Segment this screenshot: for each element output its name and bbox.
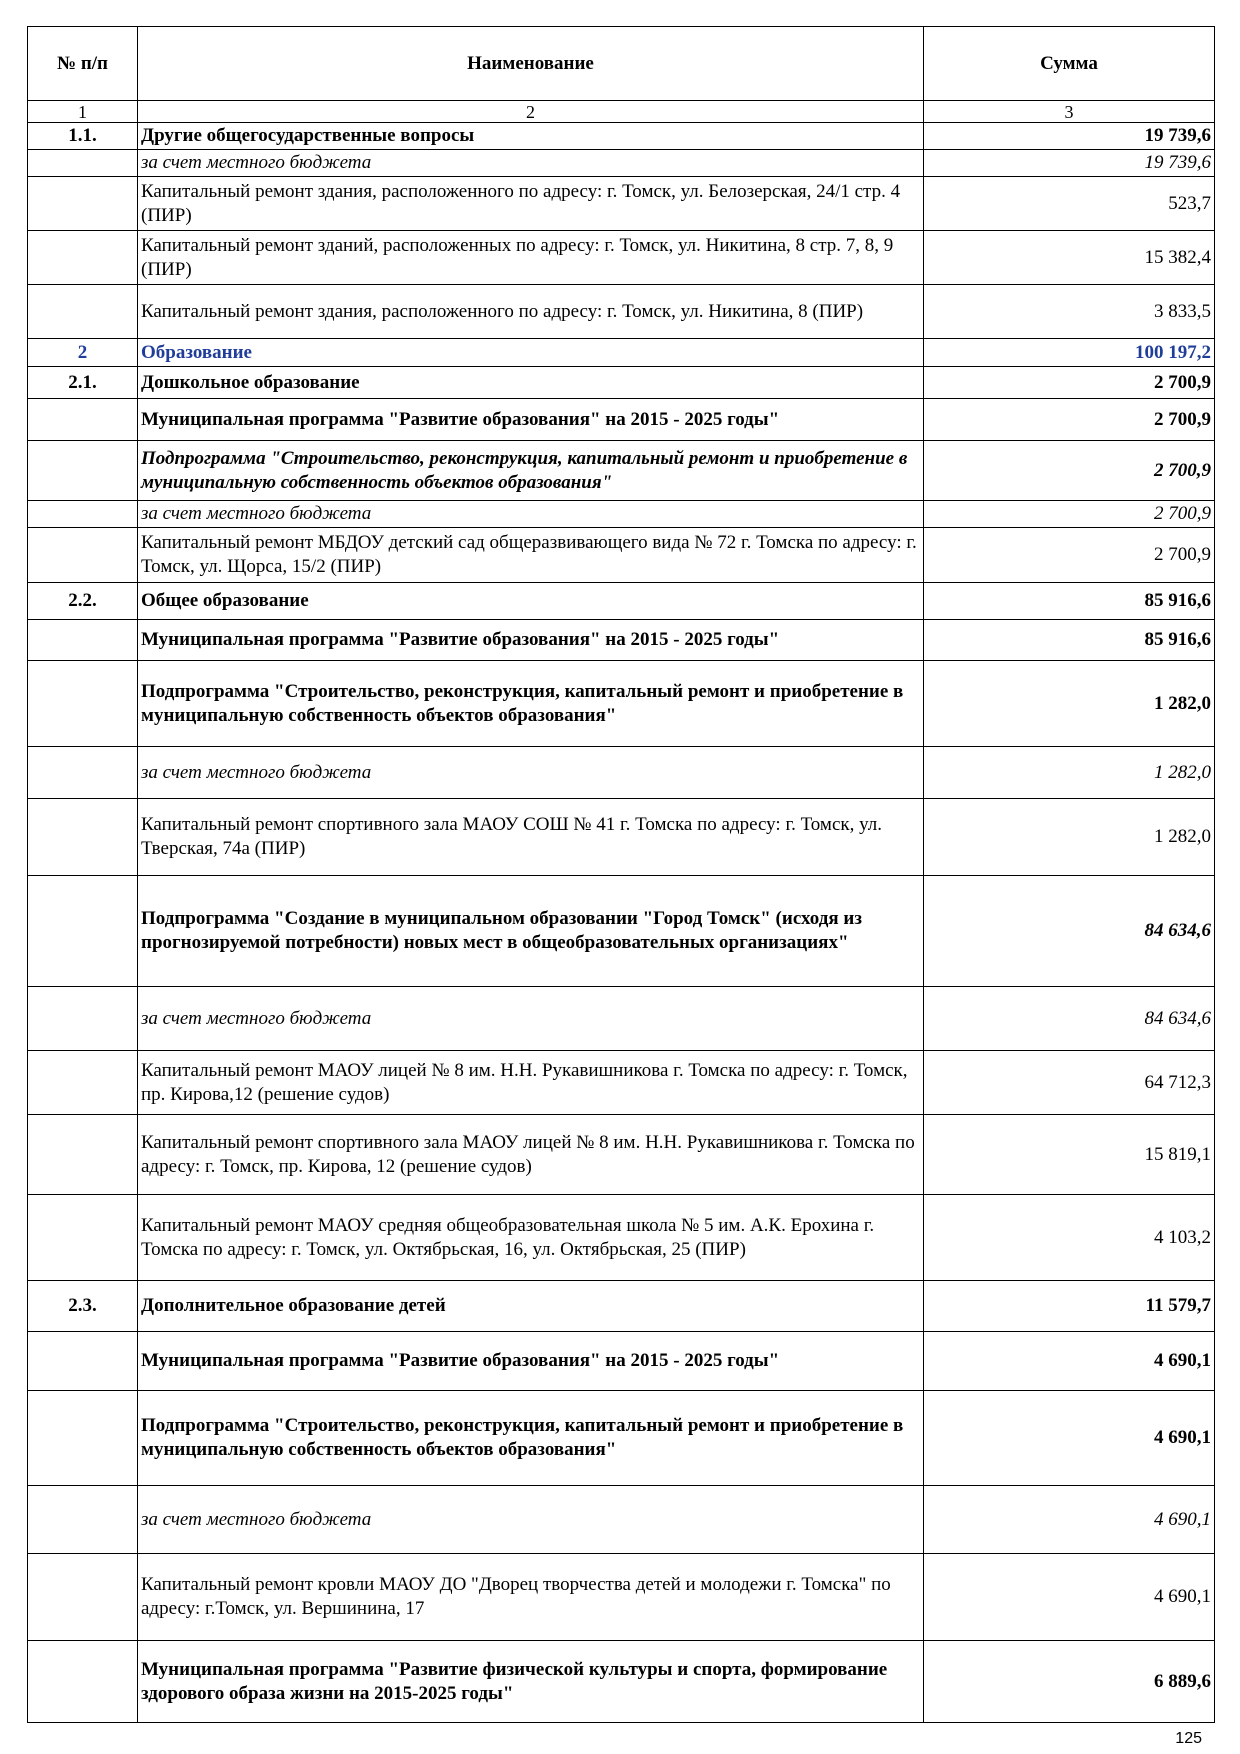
row-name: Капитальный ремонт кровли МАОУ ДО "Дворец творчества детей и молодежи г. Томска" по адресу: г.Томск, ул. Вершинина, 17 bbox=[138, 1554, 924, 1641]
row-number bbox=[28, 876, 138, 987]
header-amount: Сумма bbox=[924, 27, 1215, 101]
row-number: 2.3. bbox=[28, 1281, 138, 1332]
row-number: 2.2. bbox=[28, 583, 138, 620]
row-name: Муниципальная программа "Развитие образования" на 2015 - 2025 годы" bbox=[138, 1332, 924, 1391]
row-name: Капитальный ремонт МБДОУ детский сад общеразвивающего вида № 72 г. Томска по адресу: г. Томск, ул. Щорса, 15/2 (ПИР) bbox=[138, 528, 924, 583]
row-amount: 2 700,9 bbox=[924, 528, 1215, 583]
row-number bbox=[28, 620, 138, 661]
row-number bbox=[28, 1486, 138, 1554]
row-name: Капитальный ремонт зданий, расположенных по адресу: г. Томск, ул. Никитина, 8 стр. 7, 8, 9 (ПИР) bbox=[138, 231, 924, 285]
row-number bbox=[28, 1641, 138, 1723]
row-number bbox=[28, 1115, 138, 1195]
row-amount: 100 197,2 bbox=[924, 339, 1215, 367]
table-row bbox=[28, 285, 1215, 339]
row-name: Подпрограмма "Создание в муниципальном образовании "Город Томск" (исходя из прогнозируемой потребности) новых мест в общеобразовательных организациях" bbox=[138, 876, 924, 987]
row-name: Капитальный ремонт спортивного зала МАОУ СОШ № 41 г. Томска по адресу: г. Томск, ул. Тверская, 74а (ПИР) bbox=[138, 799, 924, 876]
row-amount: 2 700,9 bbox=[924, 501, 1215, 528]
table-row bbox=[28, 1641, 1215, 1723]
table-row bbox=[28, 1115, 1215, 1195]
row-amount: 4 103,2 bbox=[924, 1195, 1215, 1281]
table-row bbox=[28, 583, 1215, 620]
column-numbers-row bbox=[28, 101, 1215, 123]
budget-table-body bbox=[28, 27, 1215, 1723]
row-name: за счет местного бюджета bbox=[138, 150, 924, 177]
row-name: Капитальный ремонт спортивного зала МАОУ лицей № 8 им. Н.Н. Рукавишникова г. Томска по адресу: г. Томск, пр. Кирова, 12 (решение судов) bbox=[138, 1115, 924, 1195]
table-row bbox=[28, 150, 1215, 177]
row-name: Капитальный ремонт МАОУ лицей № 8 им. Н.Н. Рукавишникова г. Томска по адресу: г. Томск, пр. Кирова,12 (решение судов) bbox=[138, 1051, 924, 1115]
row-amount: 2 700,9 bbox=[924, 399, 1215, 441]
row-number bbox=[28, 1051, 138, 1115]
row-name: Капитальный ремонт здания, расположенного по адресу: г. Томск, ул. Белозерская, 24/1 стр. 4 (ПИР) bbox=[138, 177, 924, 231]
table-row bbox=[28, 1051, 1215, 1115]
row-amount: 1 282,0 bbox=[924, 661, 1215, 747]
column-number-1: 1 bbox=[28, 101, 138, 123]
table-row bbox=[28, 661, 1215, 747]
row-amount: 64 712,3 bbox=[924, 1051, 1215, 1115]
row-amount: 84 634,6 bbox=[924, 987, 1215, 1051]
row-name: Дошкольное образование bbox=[138, 367, 924, 399]
table-row bbox=[28, 1332, 1215, 1391]
row-name: Общее образование bbox=[138, 583, 924, 620]
table-row bbox=[28, 528, 1215, 583]
table-row bbox=[28, 1195, 1215, 1281]
row-name: Образование bbox=[138, 339, 924, 367]
row-name: за счет местного бюджета bbox=[138, 1486, 924, 1554]
row-number bbox=[28, 1195, 138, 1281]
row-name: Капитальный ремонт здания, расположенного по адресу: г. Томск, ул. Никитина, 8 (ПИР) bbox=[138, 285, 924, 339]
row-number bbox=[28, 1554, 138, 1641]
row-number bbox=[28, 285, 138, 339]
budget-table bbox=[27, 26, 1215, 1723]
table-row bbox=[28, 987, 1215, 1051]
column-number-3: 3 bbox=[924, 101, 1215, 123]
row-number bbox=[28, 987, 138, 1051]
row-amount: 4 690,1 bbox=[924, 1332, 1215, 1391]
row-amount: 4 690,1 bbox=[924, 1486, 1215, 1554]
row-name: Муниципальная программа "Развитие образования" на 2015 - 2025 годы" bbox=[138, 620, 924, 661]
table-row bbox=[28, 399, 1215, 441]
row-number: 1.1. bbox=[28, 123, 138, 150]
header-number: № п/п bbox=[28, 27, 138, 101]
row-number bbox=[28, 1332, 138, 1391]
row-number bbox=[28, 1391, 138, 1486]
row-amount: 2 700,9 bbox=[924, 367, 1215, 399]
row-name: за счет местного бюджета bbox=[138, 501, 924, 528]
row-amount: 85 916,6 bbox=[924, 583, 1215, 620]
row-number bbox=[28, 177, 138, 231]
header-name: Наименование bbox=[138, 27, 924, 101]
table-row bbox=[28, 1391, 1215, 1486]
table-row bbox=[28, 339, 1215, 367]
row-amount: 84 634,6 bbox=[924, 876, 1215, 987]
row-amount: 1 282,0 bbox=[924, 747, 1215, 799]
table-row bbox=[28, 367, 1215, 399]
row-number bbox=[28, 501, 138, 528]
row-number bbox=[28, 231, 138, 285]
row-name: Капитальный ремонт МАОУ средняя общеобразовательная школа № 5 им. А.К. Ерохина г. Томска по адресу: г. Томск, ул. Октябрьская, 16, ул. Октябрьская, 25 (ПИР) bbox=[138, 1195, 924, 1281]
row-name: Подпрограмма "Строительство, реконструкция, капитальный ремонт и приобретение в муниципальную собственность объектов образования" bbox=[138, 1391, 924, 1486]
table-row bbox=[28, 441, 1215, 501]
row-number: 2.1. bbox=[28, 367, 138, 399]
row-number bbox=[28, 399, 138, 441]
row-name: Другие общегосударственные вопросы bbox=[138, 123, 924, 150]
table-row bbox=[28, 799, 1215, 876]
row-amount: 4 690,1 bbox=[924, 1391, 1215, 1486]
table-row bbox=[28, 1486, 1215, 1554]
table-row bbox=[28, 231, 1215, 285]
row-amount: 15 819,1 bbox=[924, 1115, 1215, 1195]
row-name: Дополнительное образование детей bbox=[138, 1281, 924, 1332]
table-row bbox=[28, 177, 1215, 231]
row-name: за счет местного бюджета bbox=[138, 987, 924, 1051]
table-row bbox=[28, 620, 1215, 661]
table-row bbox=[28, 747, 1215, 799]
table-row bbox=[28, 501, 1215, 528]
row-number: 2 bbox=[28, 339, 138, 367]
page-number: 125 bbox=[1175, 1730, 1202, 1747]
table-row bbox=[28, 1281, 1215, 1332]
row-name: Подпрограмма "Строительство, реконструкция, капитальный ремонт и приобретение в муниципальную собственность объектов образования" bbox=[138, 441, 924, 501]
row-name: Муниципальная программа "Развитие образования" на 2015 - 2025 годы" bbox=[138, 399, 924, 441]
row-amount: 2 700,9 bbox=[924, 441, 1215, 501]
row-number bbox=[28, 799, 138, 876]
row-number bbox=[28, 441, 138, 501]
row-name: Муниципальная программа "Развитие физической культуры и спорта, формирование здорового образа жизни на 2015-2025 годы" bbox=[138, 1641, 924, 1723]
row-amount: 3 833,5 bbox=[924, 285, 1215, 339]
table-row bbox=[28, 1554, 1215, 1641]
row-name: за счет местного бюджета bbox=[138, 747, 924, 799]
row-number bbox=[28, 528, 138, 583]
row-number bbox=[28, 661, 138, 747]
row-number bbox=[28, 150, 138, 177]
column-number-2: 2 bbox=[138, 101, 924, 123]
table-row bbox=[28, 876, 1215, 987]
table-row bbox=[28, 123, 1215, 150]
row-amount: 85 916,6 bbox=[924, 620, 1215, 661]
table-header-row bbox=[28, 27, 1215, 101]
row-amount: 11 579,7 bbox=[924, 1281, 1215, 1332]
row-amount: 15 382,4 bbox=[924, 231, 1215, 285]
row-amount: 4 690,1 bbox=[924, 1554, 1215, 1641]
row-number bbox=[28, 747, 138, 799]
row-name: Подпрограмма "Строительство, реконструкция, капитальный ремонт и приобретение в муниципальную собственность объектов образования" bbox=[138, 661, 924, 747]
row-amount: 19 739,6 bbox=[924, 123, 1215, 150]
row-amount: 19 739,6 bbox=[924, 150, 1215, 177]
row-amount: 1 282,0 bbox=[924, 799, 1215, 876]
row-amount: 523,7 bbox=[924, 177, 1215, 231]
row-amount: 6 889,6 bbox=[924, 1641, 1215, 1723]
